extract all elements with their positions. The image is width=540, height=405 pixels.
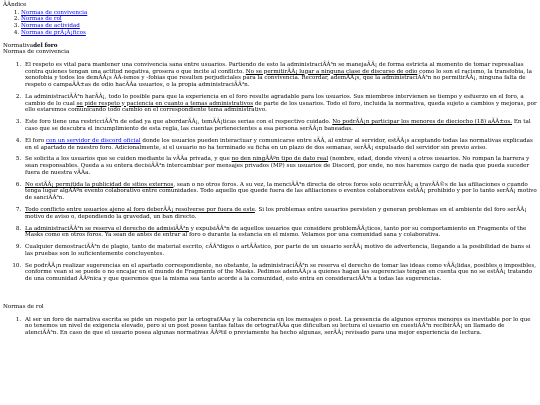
toc-link-actividad[interactable]: Normas de actividad xyxy=(21,23,80,30)
rule-item: 3. Este foro tiene una restricciÃÂ³n de edad ya que abordarÃÂ¡, temÃÂ¡ticas serias con el respectivo cuidado. No podrÃÂ¡n participar los menores de dieciocho (18) aÃÂ±os. En tal caso que se descubra el incumplimiento de esta regla, las cuentas pertenecientes a esa persona serÃÂ¡n baneadas. xyxy=(23,119,537,132)
rule-item: 6. No estÃÂ¡ permitida la publicidad de sitios externos, sean o no otros foros. A su vez, la menciÃÂ³n directa de otros foros solo ocurrirÃÂ¡ a travÃÂ©s de las afiliaciones o cuando tenga lugar algÃÂºn evento colaborativo entre comunidades. Todo aquello que quede fuera de las afiliaciones o eventos colaborativos estÃÂ¡ prohibido y por lo tanto serÃÂ¡ motivo de sanciÃÂ³n. xyxy=(23,182,537,202)
rule-emphasis: No podrÃÂ¡n participar los menores de dieciocho (18) aÃÂ±os. xyxy=(332,119,513,126)
rule-item: 7. Todo conflicto entre usuarios ajeno al foro deberÃÂ¡ resolverse por fuera de este. Si los problemas entre usuarios persisten y generan problemas en el ambiente del foro serÃÂ¡ motivo de aviso o, dependiendo la gravedad, un ban directo. xyxy=(23,207,537,220)
toc-link-convivencia[interactable]: Normas de convivencia xyxy=(21,9,88,16)
toc-link-rol[interactable]: Normas de rol xyxy=(21,16,62,23)
index-title: ÃÂndice xyxy=(3,2,27,8)
convivencia-rules-list xyxy=(3,62,537,283)
rule-item: 9. Cualquier demostraciÃÂ³n de plagio, tanto de material escrito, cÃÂ³digos o artÃÂstico, por parte de un usuario serÃÂ¡ motivo de advertencia, llegando a la posibilidad de bans si las pruebas son lo suficientemente concluyentes. xyxy=(23,244,537,257)
rule-item: 1. El respeto es vital para mantener una convivencia sana entre usuarios. Partiendo de esto la administraciÃÂ³n se manejaÃÂ¡ de forma estricta al momento de tomar represalias contra quienes tengan una actitud negativa, grosera o que incite al conflicto. No se permitirÃÂ¡ lugar a ninguna clase de discurso de odio como lo son el racismo, la transfobia, la xenofobia y todos los demÃÂ¡s ÃÂ-ismos y -fobias que resulten perjudiciales para la convivencia. Recordar, ademÃÂ¡s, que la administraciÃÂ³n no permitirÃÂ¡, ninguna falta de respeto o campaÃÂ±as de odio hacÃÂa usuarios, o la propia administraciÃÂ³n. xyxy=(23,62,537,89)
rule-emphasis: La administraciÃÂ³n se reserva el derecho de admisiÃÂ³n xyxy=(25,225,189,232)
toc-item xyxy=(21,23,537,30)
rule-item: 1. Al ser un foro de narrativa escrita se pide un respeto por la ortografÃÂa y la coherencia en los mensajes o post. La presencia de algunos errores menores es inevitable por lo que no tenemos un nivel de exigencia elevado, pero si un post posee tantas faltas de ortografÃÂa que dificultan su lectura el usuario en cuestiÃÂ³n recibirÃÂ¡ un llamado de atenciÃÂ³n. En caso de que el usuario posea algunas normativas ÃÂºtil o previamente ha hecho algunas, serÃÂ¡ revisado para una mejor experiencia de lectura. xyxy=(23,317,537,337)
rule-emphasis: Todo conflicto entre usuarios ajeno al foro deberÃÂ¡ resolverse por fuera de este xyxy=(25,207,255,213)
normativa-bold: del foro xyxy=(33,42,58,49)
rule-emphasis: No estÃÂ¡ permitida la publicidad de sitios externos xyxy=(25,181,174,188)
normativa-prefix: Normativa xyxy=(3,42,34,49)
rule-emphasis: no den ningÃÂºn tipo de dato real xyxy=(231,156,329,163)
rule-item: 5. Se solicita a los usuarios que se cuiden mediante la vÃÂa privada, y que no den ningÃÂºn tipo de dato real (nombre, edad, donde viven) a otros usuarios. No rompan la barrera y sean responsables. Queda a su entera decisiÃÂ³n intercambiar por mensajes privados (MP) sus usuarios de Discord, por ende, no nos haremos cargo de nada que pueda suceder fuera de nuestra vÃÂa. xyxy=(23,156,537,176)
toc-link-graficos[interactable]: Normas de prÃ¡Â¡ficos xyxy=(21,29,86,36)
table-of-contents xyxy=(3,10,537,37)
section-spacer xyxy=(3,288,537,304)
rule-item: 4. El foro con un servidor de discord oficial donde los usuarios pueden interactuar y comunicarse entre sÃÂ, al entrar al servidor, estÃÂ¡s aceptando todas las normativas explicadas en el apartado de nuestro foro. Adicionalmente, si el usuario no ha terminado su ficha en un plazo de dos semanas, serÃÂ¡ expulsado del servidor sin previo aviso. xyxy=(23,138,537,151)
toc-item xyxy=(21,16,537,23)
rol-heading: Normas de rol xyxy=(3,304,44,311)
rule-emphasis: se pide respeto y paciencia en cuanto a temas administrativos xyxy=(76,100,254,107)
normativa-heading xyxy=(3,43,537,50)
rule-item: 10. Se podrÃÂ¡n realizar sugerencias en el apartado correspondiente, no obstante, la administraciÃÂ³n se reserva el derecho de tomar las ideas como vÃÂ¡lidas, posibles o imposibles, conforme vean si se puede o no encajar en el mundo de Fragments of the Masks. Pedimos ademÃÂ¡s a quienes hagan las sugerencias tengan en cuenta que no se estÃÂ¡ tratando de una comunidad ÃÂºnica y que queremos que la misma sea tanto acorde a la comunidad, esto entra en consideraciÃÂ³n a todas las sugerencias. xyxy=(23,263,537,283)
rol-rules-list xyxy=(3,317,537,337)
toc-item xyxy=(21,30,537,37)
rol-rules-viewport xyxy=(3,317,537,339)
toc-item xyxy=(21,10,537,17)
convivencia-subtitle: Normas de convivencia xyxy=(3,49,70,56)
rule-item: 2. La administraciÃÂ³n harÃÂ¡, todo lo posible para que la experiencia en el foro resulte agradable para los usuarios. Sus miembros intervienen se tiempo y esfuerzo en el foro, a cambio de lo cual se pide respeto y paciencia en cuanto a temas administrativos de parte de los usuarios. Todo el foro, incluida la normativa, queda sujeto a cambios y mejoras, por ello estaremos comunicando todo cambio en el correspondiente tema administrativo. xyxy=(23,94,537,114)
rule-emphasis: No se permitirÃÂ¡ lugar a ninguna clase de discurso de odio xyxy=(245,68,418,75)
rule-item: 8. La administraciÃÂ³n se reserva el derecho de admisiÃÂ³n y expulsiÃÂ³n de aquellos usuarios que considere problemÃÂ¡ticos, tanto por su comportamiento en Fragments of the Masks como en otros foros. Ya sean de antes de entrar al foro o durante la estancia en el mismo. Velamos por una comunidad sana y colaborativa. xyxy=(23,226,537,239)
discord-server-link[interactable]: con un servidor de discord oficial xyxy=(45,137,141,144)
